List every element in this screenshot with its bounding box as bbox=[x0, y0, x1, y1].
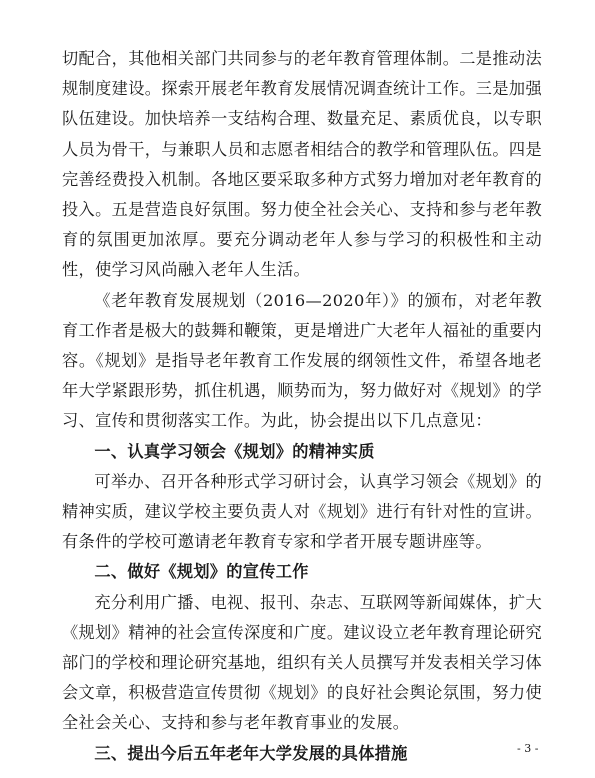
section-heading-1: 一、认真学习领会《规划》的精神实质 bbox=[94, 441, 375, 461]
section-heading-3: 三、提出今后五年老年大学发展的具体措施 bbox=[94, 743, 408, 763]
body-text bbox=[62, 44, 542, 769]
paragraph-study-seminars: 可举办、召开各种形式学习研讨会，认真学习领会《规划》的精神实质，建议学校主要负责人对《规划》进行有针对性的宣讲。有条件的学校可邀请老年教育专家和学者开展专题讲座等。 bbox=[62, 471, 542, 552]
page-number: - 3 - bbox=[517, 742, 539, 755]
paragraph-management-system: 切配合，其他相关部门共同参与的老年教育管理体制。二是推动法规制度建设。探索开展老年教育发展情况调查统计工作。三是加强队伍建设。加快培养一支结构合理、数量充足、素质优良，以专职人员为骨干，与兼职人员和志愿者相结合的教学和管理队伍。四是完善经费投入机制。各地区要采取多种方式努力增加对老年教育的投入。五是营造良好氛围。努力使全社会关心、支持和参与老年教育的氛围更加浓厚。要充分调动老年人参与学习的积极性和主动性，使学习风尚融入老年人生活。 bbox=[62, 49, 542, 280]
paragraph-plan-release: 《老年教育发展规划（2016—2020年）》的颁布，对老年教育工作者是极大的鼓舞和鞭策，更是增进广大老年人福祉的重要内容。《规划》是指导老年教育工作发展的纲领性文件，希望各地老年大学紧跟形势，抓住机遇，顺势而为，努力做好对《规划》的学习、宣传和贯彻落实工作。为此，协会提出以下几点意见： bbox=[62, 290, 542, 431]
paragraph-publicity: 充分利用广播、电视、报刊、杂志、互联网等新闻媒体，扩大《规划》精神的社会宣传深度和广度。建议设立老年教育理论研究部门的学校和理论研究基地，组织有关人员撰写并发表相关学习体会文章，积极营造宣传贯彻《规划》的良好社会舆论氛围，努力使全社会关心、支持和参与老年教育事业的发展。 bbox=[62, 592, 542, 733]
section-heading-2: 二、做好《规划》的宣传工作 bbox=[94, 562, 309, 582]
